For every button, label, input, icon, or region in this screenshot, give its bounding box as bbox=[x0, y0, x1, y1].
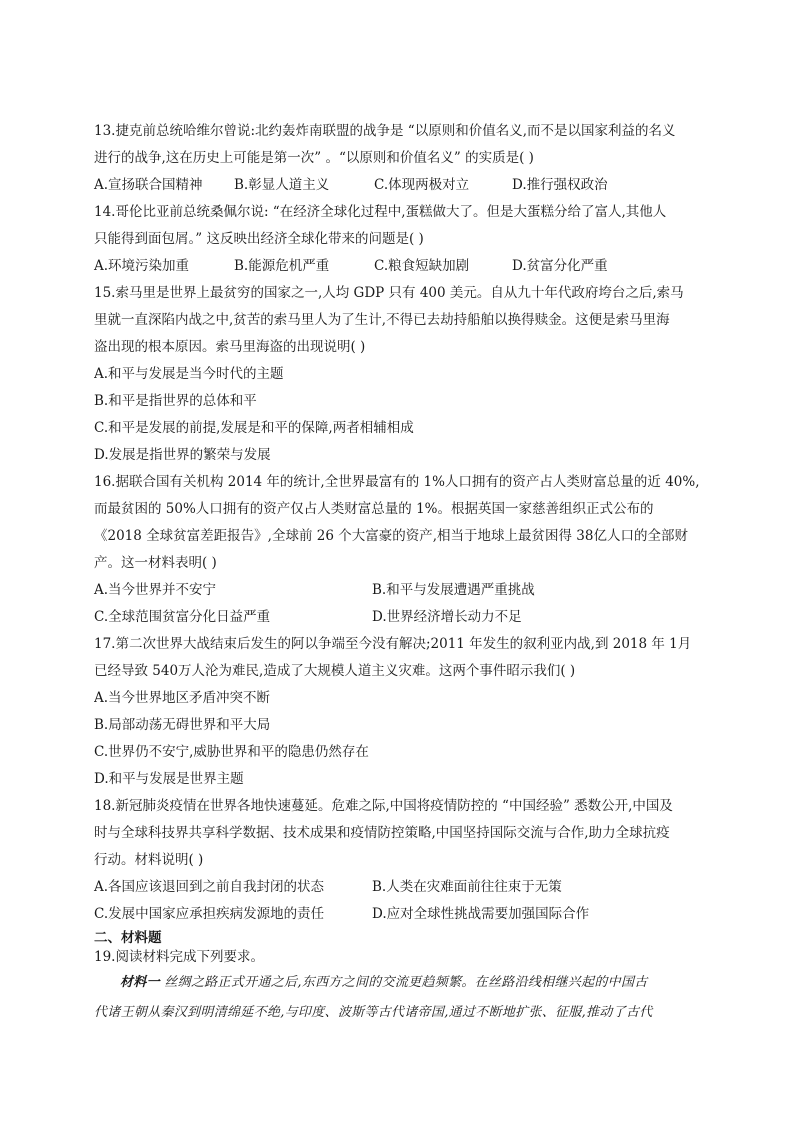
question-17-option-b: B.局部动荡无碍世界和平大局 bbox=[94, 717, 271, 733]
question-16-option-b: B.和平与发展遭遇严重挑战 bbox=[372, 582, 535, 598]
question-14-option-c: C.粮食短缺加剧 bbox=[374, 258, 470, 274]
question-15-option-d: D.发展是指世界的繁荣与发展 bbox=[94, 447, 271, 463]
question-16-stem-line4: 产。这一材料表明( ) bbox=[94, 555, 217, 571]
question-14-stem-line1: 14.哥伦比亚前总统桑佩尔说: “在经济全球化过程中,蛋糕做大了。但是大蛋糕分给了富人,其他人 bbox=[94, 204, 667, 220]
question-16-options-row2 bbox=[94, 604, 704, 631]
question-14-option-b: B.能源危机严重 bbox=[234, 258, 330, 274]
question-13-option-b: B.彰显人道主义 bbox=[234, 177, 330, 193]
question-17-option-c: C.世界仍不安宁,威胁世界和平的隐患仍然存在 bbox=[94, 744, 369, 760]
material-one-text-line1: 丝绸之路正式开通之后,东西方之间的交流更趋频繁。在丝路沿线相继兴起的中国古 bbox=[159, 975, 648, 990]
question-14-option-a: A.环境污染加重 bbox=[94, 258, 190, 274]
question-13-stem-line1: 13.捷克前总统哈维尔曾说:北约轰炸南联盟的战争是 “以原则和价值名义,而不是以国家利益的名义 bbox=[94, 123, 676, 139]
question-16-option-d: D.世界经济增长动力不足 bbox=[372, 609, 522, 625]
question-15-option-a: A.和平与发展是当今时代的主题 bbox=[94, 366, 284, 382]
question-16 bbox=[94, 469, 704, 631]
question-14-option-d: D.贫富分化严重 bbox=[512, 258, 608, 274]
section-material-questions bbox=[94, 930, 704, 1028]
question-16-option-a: A.当今世界并不安宁 bbox=[94, 582, 217, 598]
question-17-stem-line2: 已经导致 540万人沦为难民,造成了大规模人道主义灾难。这两个事件昭示我们( ) bbox=[94, 663, 576, 679]
question-16-options-row1 bbox=[94, 577, 704, 604]
question-18-option-a: A.各国应该退回到之前自我封闭的状态 bbox=[94, 879, 325, 895]
question-15-option-b: B.和平是指世界的总体和平 bbox=[94, 393, 257, 409]
material-one-text-line2: 代诸王朝从秦汉到明清绵延不绝,与印度、波斯等古代诸帝国,通过不断地扩张、征服,推动了古代 bbox=[94, 1005, 653, 1020]
question-15-stem-line2: 里就一直深陷内战之中,贫苦的索马里人为了生计,不得已去劫持船舶以换得赎金。这便是索马里海 bbox=[94, 312, 670, 328]
question-18-option-c: C.发展中国家应承担疾病发源地的责任 bbox=[94, 906, 325, 922]
question-13-option-d: D.推行强权政治 bbox=[512, 177, 608, 193]
question-19-intro: 19.阅读材料完成下列要求。 bbox=[94, 949, 264, 965]
question-18-options-row2 bbox=[94, 901, 704, 928]
material-one-label: 材料一 bbox=[120, 975, 160, 990]
question-14-options bbox=[94, 253, 704, 280]
question-18-option-b: B.人类在灾难面前往往束于无策 bbox=[372, 879, 562, 895]
question-15 bbox=[94, 280, 704, 469]
question-15-stem-line1: 15.索马里是世界上最贫穷的国家之一,人均 GDP 只有 400 美元。自从九十年代政府垮台之后,索马 bbox=[94, 285, 684, 301]
question-17-option-a: A.当今世界地区矛盾冲突不断 bbox=[94, 690, 271, 706]
question-18-stem-line3: 行动。材料说明( ) bbox=[94, 852, 204, 868]
question-14-stem-line2: 只能得到面包屑。” 这反映出经济全球化带来的问题是( ) bbox=[94, 231, 424, 247]
question-content bbox=[94, 118, 704, 1028]
question-17-stem-line1: 17.第二次世界大战结束后发生的阿以争端至今没有解决;2011 年发生的叙利亚内战,到 2018 年 1月 bbox=[94, 636, 692, 652]
question-13-option-c: C.体现两极对立 bbox=[374, 177, 470, 193]
question-18-stem-line1: 18.新冠肺炎疫情在世界各地快速蔓延。危难之际,中国将疫情防控的 “中国经验” 悉数公开,中国及 bbox=[94, 798, 673, 814]
question-18-option-d: D.应对全球性挑战需要加强国际合作 bbox=[372, 906, 590, 922]
question-13-options bbox=[94, 172, 704, 199]
question-16-option-c: C.全球范围贫富分化日益严重 bbox=[94, 609, 271, 625]
question-15-stem-line3: 盗出现的根本原因。索马里海盗的出现说明( ) bbox=[94, 339, 366, 355]
question-13-option-a: A.宣扬联合国精神 bbox=[94, 177, 203, 193]
question-18-options-row1 bbox=[94, 874, 704, 901]
question-18 bbox=[94, 793, 704, 928]
question-16-stem-line2: 而最贫困的 50%人口拥有的资产仅占人类财富总量的 1%。根据英国一家慈善组织正式公布的 bbox=[94, 501, 654, 517]
question-16-stem-line3: 《2018 全球贫富差距报告》,全球前 26 个大富豪的资产,相当于地球上最贫困得 38亿人口的全部财 bbox=[94, 528, 688, 544]
question-13 bbox=[94, 118, 704, 199]
question-17-option-d: D.和平与发展是世界主题 bbox=[94, 771, 244, 787]
question-18-stem-line2: 时与全球科技界共享科学数据、技术成果和疫情防控策略,中国坚持国际交流与合作,助力全球抗疫 bbox=[94, 825, 670, 841]
question-15-option-c: C.和平是发展的前提,发展是和平的保障,两者相辅相成 bbox=[94, 420, 414, 436]
question-14 bbox=[94, 199, 704, 280]
material-one-line1 bbox=[94, 968, 704, 998]
question-17 bbox=[94, 631, 704, 793]
section-heading: 二、材料题 bbox=[94, 930, 162, 946]
question-13-stem-line2: 进行的战争,这在历史上可能是第一次” 。“以原则和价值名义” 的实质是( ) bbox=[94, 150, 534, 166]
question-16-stem-line1: 16.据联合国有关机构 2014 年的统计,全世界最富有的 1%人口拥有的资产占人类财富总量的近 40%, bbox=[94, 474, 700, 490]
